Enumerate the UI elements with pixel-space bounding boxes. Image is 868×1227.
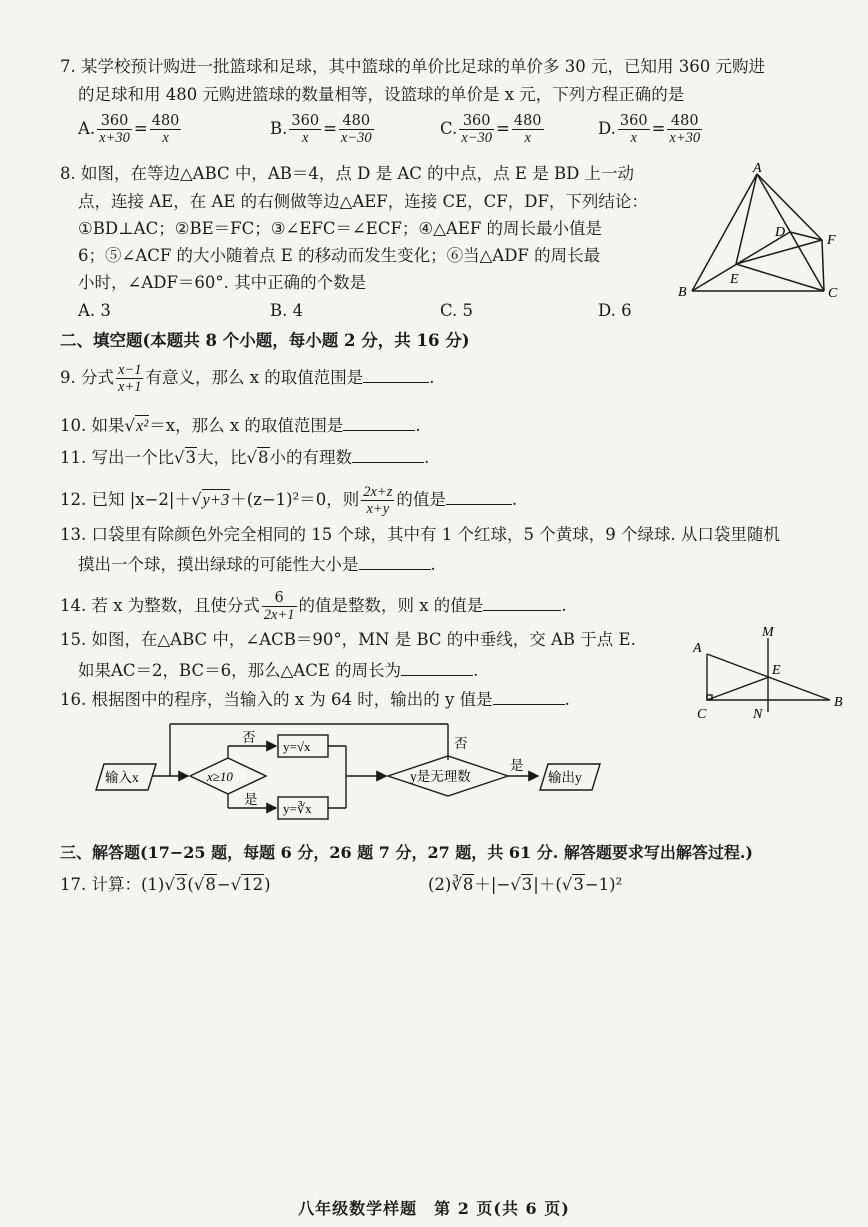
fig15-label-a: A — [693, 641, 702, 656]
q9-answer-blank[interactable] — [363, 366, 429, 383]
q17-p1-root-b: 8 — [205, 875, 216, 894]
q17-part2: (2)∛8＋|−√3|＋(√3−1)² — [428, 875, 623, 894]
q15-answer-blank[interactable] — [401, 659, 473, 676]
fig8-label-b: B — [678, 285, 687, 300]
q10: 10. 如果√x²＝x，那么 x 的取值范围是 . — [60, 416, 421, 435]
q8-line1: 8. 如图，在等边△ABC 中，AB＝4，点 D 是 AC 的中点，点 E 是 BD 上一动 — [60, 164, 635, 183]
fraction-numerator: 480 — [513, 113, 542, 129]
fraction-denominator: x+30 — [99, 130, 130, 146]
q9-den: x+1 — [118, 379, 142, 395]
q12-post: ＋(z−1)²＝0，则 — [230, 490, 360, 509]
q12-answer-blank[interactable] — [446, 488, 512, 505]
q14-answer-blank[interactable] — [483, 594, 561, 611]
q17-part1: 17. 计算：(1)√3(√8−√12) — [60, 875, 271, 894]
q11-end: . — [424, 448, 430, 467]
fig15-label-c: C — [697, 707, 707, 722]
q8-line3: ①BD⊥AC；②BE＝FC；③∠EFC＝∠ECF；④△AEF 的周长最小值是 — [78, 219, 603, 238]
q8-line4: 6；⑤∠ACF 的大小随着点 E 的移动而发生变化；⑥当△ADF 的周长最 — [78, 246, 601, 265]
q12-tail: 的值是 — [396, 490, 446, 509]
q8-line5: 小时，∠ADF＝60°. 其中正确的个数是 — [78, 273, 367, 292]
q9 — [60, 362, 435, 395]
q14 — [60, 590, 567, 623]
fraction-numerator: 480 — [339, 113, 374, 130]
q15-line2 — [78, 659, 478, 682]
q11-pre: 11. 写出一个比 — [60, 448, 174, 467]
q8-option-d: D. 6 — [598, 301, 632, 320]
q13-answer-blank[interactable] — [359, 553, 431, 570]
flow-no1-label: 否 — [242, 730, 256, 745]
q15-line2-text: 如果AC＝2，BC＝6，那么△ACE 的周长为 — [78, 661, 402, 680]
q17-p2-root-a: 8 — [462, 875, 474, 894]
fraction-numerator: 360 — [97, 113, 132, 130]
q7-option-fraction — [459, 113, 494, 146]
fig8-label-e: E — [730, 272, 739, 287]
flow-sqrt-label: y=√x — [283, 739, 311, 754]
q7-option-fraction — [667, 113, 702, 146]
q7-option-a — [78, 113, 183, 146]
q7-option-fraction — [97, 113, 132, 146]
q7-option-fraction — [618, 113, 650, 146]
fraction-numerator: 480 — [151, 113, 180, 129]
q12-pre: 12. 已知 |x−2|＋ — [60, 490, 191, 509]
q8-option-b: B. 4 — [270, 301, 304, 320]
q9-num: x−1 — [118, 362, 142, 378]
q10-answer-blank[interactable] — [343, 414, 415, 431]
fraction-denominator: x — [630, 130, 637, 146]
option-label: B. — [270, 119, 288, 138]
fig8-label-a: A — [753, 161, 762, 176]
section-3-title: 三、解答题(17−25 题，每题 6 分，26 题 7 分，27 题，共 61 分. 解答题要求写出解答过程.) — [60, 843, 753, 862]
q7-option-fraction — [150, 113, 182, 146]
q11-mid: 大，比 — [197, 448, 247, 467]
fig15-label-b: B — [834, 695, 843, 710]
q7-option-b — [270, 113, 376, 146]
q11-answer-blank[interactable] — [352, 446, 424, 463]
q7-option-fraction — [512, 113, 544, 146]
q16-end: . — [564, 690, 570, 709]
fraction-denominator: x — [302, 130, 309, 146]
option-label: A. — [78, 119, 96, 138]
q17-p2-root-b: 3 — [521, 875, 533, 894]
q13-line1: 13. 口袋里有除颜色外完全相同的 15 个球，其中有 1 个红球，5 个黄球，9 个绿球. 从口袋里随机 — [60, 525, 780, 544]
q17-p1-root-a: 3 — [175, 875, 187, 894]
fig8-label-c: C — [828, 286, 838, 301]
q14-pre: 14. 若 x 为整数，且使分式 — [60, 596, 260, 615]
q11-root2: 8 — [258, 448, 269, 467]
q7-line2: 的足球和用 480 元购进篮球的数量相等，设篮球的单价是 x 元，下列方程正确的是 — [78, 85, 685, 104]
section-2-title: 二、填空题(本题共 8 个小题，每小题 2 分，共 16 分) — [60, 331, 470, 350]
fraction-numerator: 360 — [619, 113, 648, 129]
q17-p1-root-c: 12 — [242, 875, 264, 894]
flow-yes2-label: 是 — [510, 758, 524, 773]
fig15-label-e: E — [772, 663, 781, 678]
q7-option-fraction — [289, 113, 321, 146]
flow-cbrt-label: y=∛x — [283, 801, 312, 816]
q15-triangle-figure — [690, 620, 850, 726]
fraction-denominator: x−30 — [340, 130, 372, 146]
q17-p2-root-c: 3 — [573, 875, 584, 894]
q15-line1: 15. 如图，在△ABC 中，∠ACB＝90°，MN 是 BC 的中垂线，交 AB 于点 E. — [60, 630, 636, 649]
q8-option-a: A. 3 — [78, 301, 111, 320]
q10-post: ＝x，那么 x 的取值范围是 — [149, 416, 344, 435]
q14-end: . — [561, 596, 567, 615]
q9-end: . — [429, 368, 435, 387]
q11-post: 小的有理数 — [269, 448, 353, 467]
q12-num: 2x+z — [363, 484, 393, 500]
q11-root1: 3 — [185, 448, 197, 467]
fraction-denominator: x+30 — [669, 130, 701, 146]
q8-option-c: C. 5 — [440, 301, 474, 320]
q12-fraction — [361, 484, 394, 517]
fig15-label-m: M — [762, 625, 774, 640]
q15-end: . — [473, 661, 479, 680]
option-label: D. — [598, 119, 616, 138]
q16-flowchart — [90, 718, 630, 830]
fig8-label-f: F — [827, 233, 836, 248]
flow-yes1-label: 是 — [244, 792, 258, 807]
q14-post: 的值是整数，则 x 的值是 — [298, 596, 484, 615]
q13-end: . — [430, 555, 436, 574]
q7-option-d — [598, 113, 704, 146]
flow-cond2-label: y是无理数 — [410, 769, 471, 784]
fraction-numerator: 360 — [459, 113, 494, 130]
fraction-denominator: x−30 — [461, 130, 493, 146]
fraction-numerator: 480 — [667, 113, 702, 130]
q12-den: x+y — [366, 501, 390, 517]
q12-radicand: y+3 — [202, 490, 230, 509]
q10-pre: 10. 如果 — [60, 416, 125, 435]
q13-line2-text: 摸出一个球，摸出绿球的可能性大小是 — [78, 555, 359, 574]
q14-fraction — [262, 590, 297, 623]
q16-answer-blank[interactable] — [493, 688, 565, 705]
q17-p2-label: (2) — [428, 875, 452, 894]
flow-cond1-label: x≥10 — [207, 769, 233, 784]
flow-no2-label: 否 — [454, 736, 468, 751]
q8-triangle-figure — [672, 160, 852, 310]
option-label: C. — [440, 119, 458, 138]
flow-output-label: 输出y — [548, 770, 582, 785]
q10-end: . — [415, 416, 421, 435]
q12-end: . — [511, 490, 518, 509]
page-footer: 八年级数学样题 第 2 页(共 6 页) — [298, 1199, 570, 1218]
fraction-denominator: x — [524, 130, 531, 146]
q11: 11. 写出一个比√3大，比√8小的有理数 . — [60, 448, 430, 467]
q12: 12. 已知 |x−2|＋√y+3＋(z−1)²＝0，则 $\frac{2x+z}{x+y}$ 的值是 . — [60, 484, 518, 517]
equals-sign: = — [133, 119, 148, 138]
q16-line1-text: 16. 根据图中的程序，当输入的 x 为 64 时，输出的 y 值是 — [60, 690, 493, 709]
equals-sign: = — [496, 119, 510, 138]
q8-line2: 点，连接 AE，在 AE 的右侧做等边△AEF，连接 CE，CF，DF，下列结论： — [78, 192, 648, 211]
q9-fraction — [116, 362, 143, 395]
flow-input-label: 输入x — [105, 770, 139, 785]
q16-line1 — [60, 688, 570, 711]
q14-num: 6 — [262, 590, 297, 607]
q17-pre: 17. 计算：(1) — [60, 875, 165, 894]
q7-line1: 7. 某学校预计购进一批篮球和足球，其中篮球的单价比足球的单价多 30 元，已知用 360 元购进 — [60, 57, 765, 76]
q9-post: 有意义，那么 x 的取值范围是 — [145, 368, 364, 387]
fig15-label-n: N — [753, 707, 763, 722]
q13-line2 — [78, 553, 436, 576]
q14-den: 2x+1 — [263, 607, 295, 623]
fraction-denominator: x — [162, 130, 169, 146]
equals-sign: = — [651, 119, 666, 138]
q9-pre: 9. 分式 — [60, 368, 114, 387]
fig8-label-d: D — [775, 225, 786, 240]
equals-sign: = — [323, 119, 337, 138]
q7-option-fraction — [339, 113, 374, 146]
q7-option-c — [440, 113, 546, 146]
fraction-numerator: 360 — [291, 113, 320, 129]
q10-radicand: x² — [136, 416, 149, 435]
